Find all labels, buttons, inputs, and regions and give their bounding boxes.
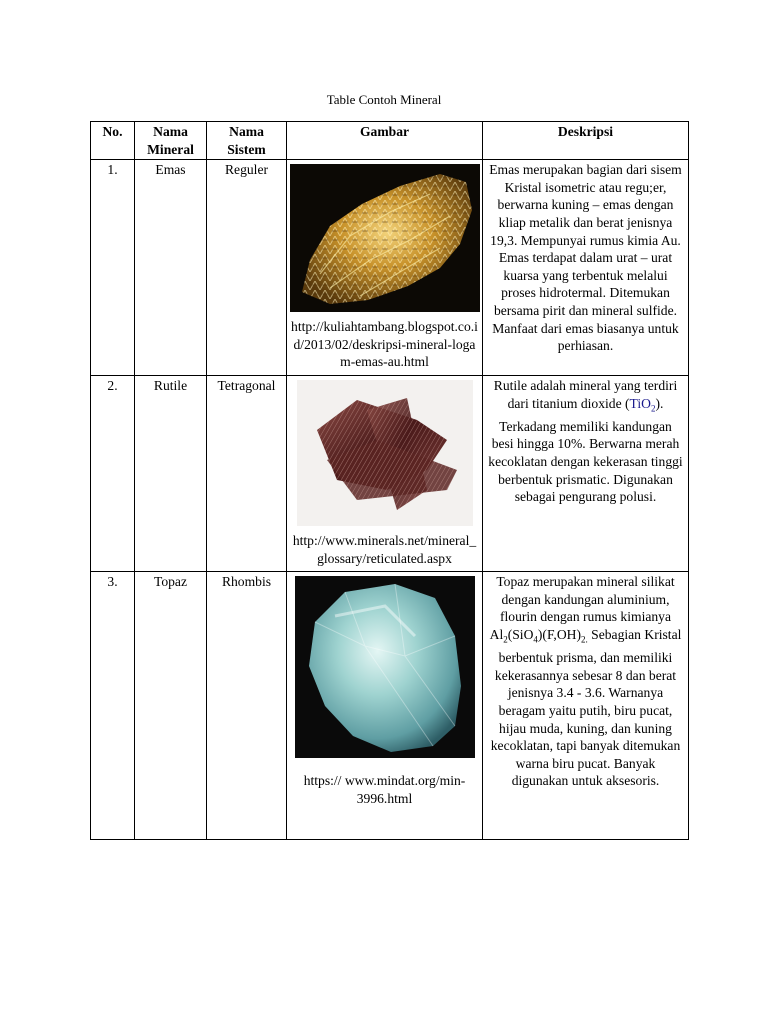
formula-subscript: 4 <box>533 634 538 645</box>
description-text-before: Topaz merupakan mineral silikat dengan kandungan aluminium, flourin dengan rumus kimianya <box>496 574 675 625</box>
system-name: Reguler <box>207 160 287 376</box>
image-source-url: http://kuliahtambang.blogspot.co.id/2013/02/deskripsi-mineral-logam-emas-au.html <box>291 319 478 370</box>
row-number: 3. <box>91 572 135 840</box>
image-cell <box>287 572 483 840</box>
image-source-url: https:// www.mindat.org/min-3996.html <box>303 773 466 806</box>
chemical-formula <box>489 626 588 645</box>
table-header-row <box>91 122 689 160</box>
system-name: Rhombis <box>207 572 287 840</box>
formula-subscript: 2 <box>650 403 656 414</box>
table-row <box>91 160 689 376</box>
formula-tio: TiO <box>629 395 651 411</box>
description-text-after: Sebagian Kristal berbentuk prisma, dan memiliki kekerasannya sebesar 8 dan berat jenisnya 3.4 - 3.6. Warnanya beragam yaitu putih, biru pucat, hijau muda, kuning, dan kuning kecoklatan, tapi banyak ditemukan warna biru pucat. Banyak digunakan untuk aksesoris. <box>490 626 682 789</box>
table-row <box>91 572 689 840</box>
chemical-formula <box>629 395 656 414</box>
image-cell <box>287 375 483 571</box>
header-no: No. <box>91 122 135 160</box>
description: Emas merupakan bagian dari sisem Kristal isometric atau regu;er, berwarna kuning – emas dengan kliap metalik dan berat jenisnya 19,3. Mempunyai rumus kimia Au. Emas terdapat dalam urat – urat kuarsa yang terbentuk melalui proses hidrotermal. Ditemukan bersama pirit dan mineral sulfide. Manfaat dari emas biasanya untuk perhiasan. <box>483 160 689 376</box>
row-number: 2. <box>91 375 135 571</box>
image-source-url: http://www.minerals.net/mineral_glossary/reticulated.aspx <box>292 532 477 566</box>
description <box>483 572 689 840</box>
header-nama-sistem: Nama Sistem <box>207 122 287 160</box>
description-text-after: ). Terkadang memiliki kandungan besi hingga 10%. Berwarna merah kecoklatan dengan kekerasan tinggi berbentuk prismatic. Digunakan sebagai pengurang polusi. <box>488 395 683 505</box>
formula-part: Al <box>489 626 504 642</box>
gold-crystal-photo <box>290 164 480 312</box>
header-deskripsi: Deskripsi <box>483 122 689 160</box>
formula-subscript: 2. <box>581 634 588 645</box>
formula-part: )(F,OH) <box>537 626 581 642</box>
system-name: Tetragonal <box>207 375 287 571</box>
mineral-name: Topaz <box>135 572 207 840</box>
header-nama-mineral: Nama Mineral <box>135 122 207 160</box>
page-title: Table Contoh Mineral <box>326 92 442 107</box>
description-text-before: Rutile adalah mineral yang terdiri dari titanium dioxide ( <box>493 377 678 411</box>
table-row <box>91 375 689 571</box>
mineral-table <box>90 121 689 840</box>
row-number: 1. <box>91 160 135 376</box>
formula-part: (SiO <box>507 626 534 642</box>
mineral-name: Emas <box>135 160 207 376</box>
mineral-name: Rutile <box>135 375 207 571</box>
description <box>483 375 689 571</box>
formula-subscript: 2 <box>503 634 508 645</box>
image-cell <box>287 160 483 376</box>
rutile-crystal-photo <box>297 380 473 526</box>
header-gambar: Gambar <box>287 122 483 160</box>
topaz-crystal-photo <box>295 576 475 758</box>
